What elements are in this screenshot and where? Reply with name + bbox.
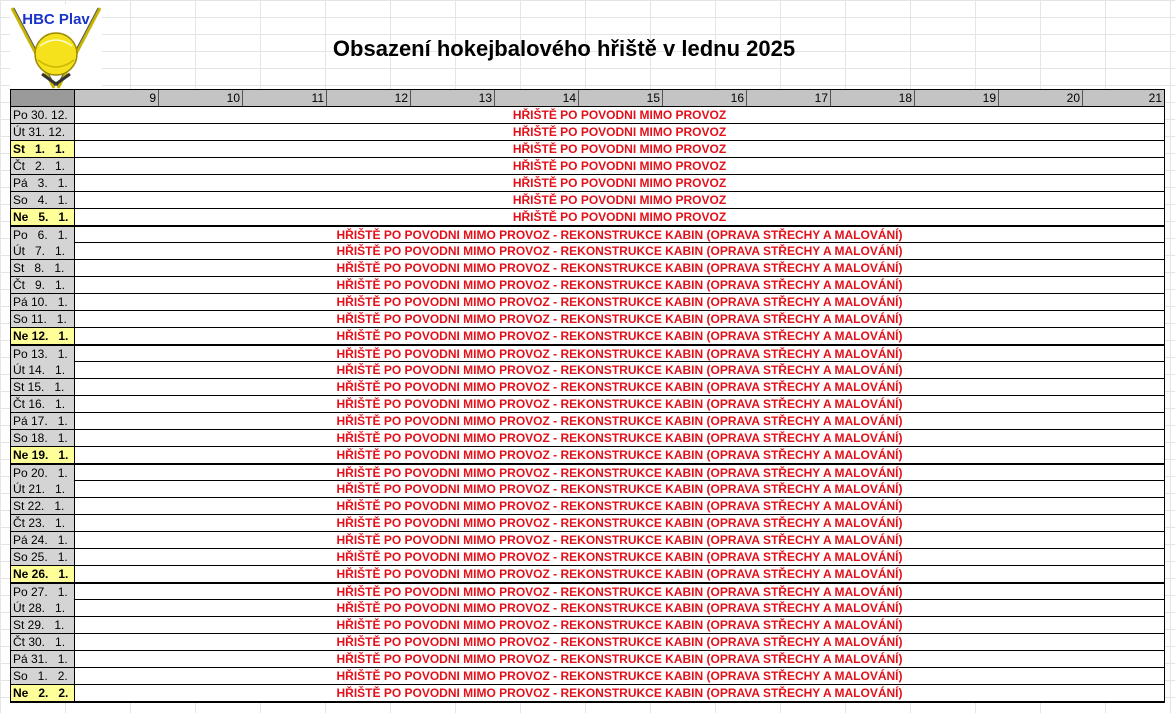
table-row [11,668,1164,685]
hour-header-cell: 10 [159,90,243,106]
hour-header-cell: 21 [1148,91,1162,105]
table-row [11,345,1164,362]
day-label: Čt 16. 1. [11,396,75,412]
logo-text: HBC Plav [22,11,90,28]
status-cell: HŘIŠTĚ PO POVODNI MIMO PROVOZ [512,176,727,190]
table-row [11,141,1164,158]
status-cell: HŘIŠTĚ PO POVODNI MIMO PROVOZ - REKONSTRUKCE KABIN (OPRAVA STŘECHY A MALOVÁNÍ) [336,363,903,377]
table-row [11,651,1164,668]
day-label: Ne 5. 1. [11,209,75,225]
day-label: St 22. 1. [11,498,75,514]
status-cell: HŘIŠTĚ PO POVODNI MIMO PROVOZ - REKONSTRUKCE KABIN (OPRAVA STŘECHY A MALOVÁNÍ) [336,414,903,428]
status-cell: HŘIŠTĚ PO POVODNI MIMO PROVOZ [512,210,727,224]
status-cell: HŘIŠTĚ PO POVODNI MIMO PROVOZ - REKONSTRUKCE KABIN (OPRAVA STŘECHY A MALOVÁNÍ) [336,618,903,632]
hour-header-cell: 9 [75,90,159,106]
page-title: Obsazení hokejbalového hřiště v lednu 2025 [332,36,796,61]
status-cell: HŘIŠTĚ PO POVODNI MIMO PROVOZ - REKONSTRUKCE KABIN (OPRAVA STŘECHY A MALOVÁNÍ) [336,466,903,480]
day-label: Po 20. 1. [11,465,75,481]
day-label: So 11. 1. [11,311,75,327]
table-row [11,124,1164,141]
status-cell: HŘIŠTĚ PO POVODNI MIMO PROVOZ [512,142,727,156]
status-cell: HŘIŠTĚ PO POVODNI MIMO PROVOZ [512,193,727,207]
day-label: Pá 17. 1. [11,413,75,429]
status-cell: HŘIŠTĚ PO POVODNI MIMO PROVOZ - REKONSTRUKCE KABIN (OPRAVA STŘECHY A MALOVÁNÍ) [336,533,903,547]
day-label: Út 7. 1. [11,243,75,259]
day-label: Út 28. 1. [11,600,75,616]
table-row [11,566,1164,583]
status-cell: HŘIŠTĚ PO POVODNI MIMO PROVOZ - REKONSTRUKCE KABIN (OPRAVA STŘECHY A MALOVÁNÍ) [336,516,903,530]
hour-header-cell: 20 [999,90,1083,106]
day-label: Út 21. 1. [11,481,75,497]
day-label: St 1. 1. [11,141,75,157]
table-row [11,209,1164,226]
day-label: Ne 26. 1. [11,566,75,582]
table-row [11,413,1164,430]
status-cell: HŘIŠTĚ PO POVODNI MIMO PROVOZ - REKONSTRUKCE KABIN (OPRAVA STŘECHY A MALOVÁNÍ) [336,278,903,292]
status-cell: HŘIŠTĚ PO POVODNI MIMO PROVOZ - REKONSTRUKCE KABIN (OPRAVA STŘECHY A MALOVÁNÍ) [336,295,903,309]
day-label: Pá 31. 1. [11,651,75,667]
hour-header-cell: 12 [327,90,411,106]
day-label: So 25. 1. [11,549,75,565]
day-label: St 8. 1. [11,260,75,276]
table-row [11,600,1164,617]
hour-header-cell: 13 [411,90,495,106]
table-row [11,549,1164,566]
day-label: Čt 30. 1. [11,634,75,650]
status-cell: HŘIŠTĚ PO POVODNI MIMO PROVOZ - REKONSTRUKCE KABIN (OPRAVA STŘECHY A MALOVÁNÍ) [336,686,903,700]
hour-header-cell: 17 [747,90,831,106]
day-label: Út 31. 12. [11,124,75,140]
status-cell: HŘIŠTĚ PO POVODNI MIMO PROVOZ - REKONSTRUKCE KABIN (OPRAVA STŘECHY A MALOVÁNÍ) [336,585,903,599]
table-row [11,617,1164,634]
table-row [11,685,1164,702]
day-label: St 29. 1. [11,617,75,633]
table-row [11,464,1164,481]
status-cell: HŘIŠTĚ PO POVODNI MIMO PROVOZ - REKONSTRUKCE KABIN (OPRAVA STŘECHY A MALOVÁNÍ) [336,567,903,581]
hour-header-cell: 19 [915,90,999,106]
status-cell: HŘIŠTĚ PO POVODNI MIMO PROVOZ - REKONSTRUKCE KABIN (OPRAVA STŘECHY A MALOVÁNÍ) [336,499,903,513]
status-cell: HŘIŠTĚ PO POVODNI MIMO PROVOZ [512,159,727,173]
day-label: Po 6. 1. [11,227,75,243]
status-cell: HŘIŠTĚ PO POVODNI MIMO PROVOZ - REKONSTRUKCE KABIN (OPRAVA STŘECHY A MALOVÁNÍ) [336,312,903,326]
table-row [11,107,1164,124]
club-logo [10,4,102,90]
status-cell: HŘIŠTĚ PO POVODNI MIMO PROVOZ [512,108,727,122]
day-label: Út 14. 1. [11,362,75,378]
hour-header-cell: 18 [831,90,915,106]
day-label: Čt 2. 1. [11,158,75,174]
table-row [11,583,1164,600]
status-cell: HŘIŠTĚ PO POVODNI MIMO PROVOZ - REKONSTRUKCE KABIN (OPRAVA STŘECHY A MALOVÁNÍ) [336,601,903,615]
status-cell: HŘIŠTĚ PO POVODNI MIMO PROVOZ - REKONSTRUKCE KABIN (OPRAVA STŘECHY A MALOVÁNÍ) [336,652,903,666]
hour-header-cell: 16 [663,90,747,106]
table-row [11,362,1164,379]
status-cell: HŘIŠTĚ PO POVODNI MIMO PROVOZ - REKONSTRUKCE KABIN (OPRAVA STŘECHY A MALOVÁNÍ) [336,244,903,258]
table-row [11,311,1164,328]
day-label: Pá 24. 1. [11,532,75,548]
status-cell: HŘIŠTĚ PO POVODNI MIMO PROVOZ - REKONSTRUKCE KABIN (OPRAVA STŘECHY A MALOVÁNÍ) [336,635,903,649]
status-cell: HŘIŠTĚ PO POVODNI MIMO PROVOZ - REKONSTRUKCE KABIN (OPRAVA STŘECHY A MALOVÁNÍ) [336,448,903,462]
day-label: Po 27. 1. [11,584,75,600]
table-row [11,430,1164,447]
status-cell: HŘIŠTĚ PO POVODNI MIMO PROVOZ - REKONSTRUKCE KABIN (OPRAVA STŘECHY A MALOVÁNÍ) [336,431,903,445]
table-row [11,396,1164,413]
day-label: Pá 10. 1. [11,294,75,310]
day-label: Čt 23. 1. [11,515,75,531]
status-cell: HŘIŠTĚ PO POVODNI MIMO PROVOZ - REKONSTRUKCE KABIN (OPRAVA STŘECHY A MALOVÁNÍ) [336,261,903,275]
day-label: Ne 2. 2. [11,685,75,701]
status-cell: HŘIŠTĚ PO POVODNI MIMO PROVOZ - REKONSTRUKCE KABIN (OPRAVA STŘECHY A MALOVÁNÍ) [336,669,903,683]
day-label: Ne 12. 1. [11,328,75,344]
table-row [11,277,1164,294]
day-label: So 18. 1. [11,430,75,446]
schedule-rows [11,107,1164,702]
status-cell: HŘIŠTĚ PO POVODNI MIMO PROVOZ - REKONSTRUKCE KABIN (OPRAVA STŘECHY A MALOVÁNÍ) [336,347,903,361]
table-row [11,515,1164,532]
hour-header-cell: 15 [579,90,663,106]
day-label: So 1. 2. [11,668,75,684]
status-cell: HŘIŠTĚ PO POVODNI MIMO PROVOZ - REKONSTRUKCE KABIN (OPRAVA STŘECHY A MALOVÁNÍ) [336,380,903,394]
table-row [11,634,1164,651]
table-row [11,532,1164,549]
day-label: Po 30. 12. [11,107,75,123]
day-label: Čt 9. 1. [11,277,75,293]
status-cell: HŘIŠTĚ PO POVODNI MIMO PROVOZ - REKONSTRUKCE KABIN (OPRAVA STŘECHY A MALOVÁNÍ) [336,550,903,564]
table-row [11,294,1164,311]
table-row [11,481,1164,498]
schedule-table [10,89,1165,703]
day-label: Pá 3. 1. [11,175,75,191]
table-row [11,175,1164,192]
status-cell: HŘIŠTĚ PO POVODNI MIMO PROVOZ [512,125,727,139]
table-row [11,498,1164,515]
table-row [11,243,1164,260]
day-label: St 15. 1. [11,379,75,395]
table-row [11,226,1164,243]
header-corner [11,90,75,106]
table-row [11,260,1164,277]
day-label: Ne 19. 1. [11,447,75,463]
table-row [11,328,1164,345]
hour-header-row [11,90,1164,107]
day-label: So 4. 1. [11,192,75,208]
hour-header-cell: 11 [243,90,327,106]
table-row [11,192,1164,209]
status-cell: HŘIŠTĚ PO POVODNI MIMO PROVOZ - REKONSTRUKCE KABIN (OPRAVA STŘECHY A MALOVÁNÍ) [336,482,903,496]
status-cell: HŘIŠTĚ PO POVODNI MIMO PROVOZ - REKONSTRUKCE KABIN (OPRAVA STŘECHY A MALOVÁNÍ) [336,228,903,242]
table-row [11,447,1164,464]
ball-logo-icon [10,4,102,90]
hour-header-cell: 14 [495,90,579,106]
day-label: Po 13. 1. [11,346,75,362]
status-cell: HŘIŠTĚ PO POVODNI MIMO PROVOZ - REKONSTRUKCE KABIN (OPRAVA STŘECHY A MALOVÁNÍ) [336,397,903,411]
table-row [11,158,1164,175]
status-cell: HŘIŠTĚ PO POVODNI MIMO PROVOZ - REKONSTRUKCE KABIN (OPRAVA STŘECHY A MALOVÁNÍ) [336,329,903,343]
table-row [11,379,1164,396]
